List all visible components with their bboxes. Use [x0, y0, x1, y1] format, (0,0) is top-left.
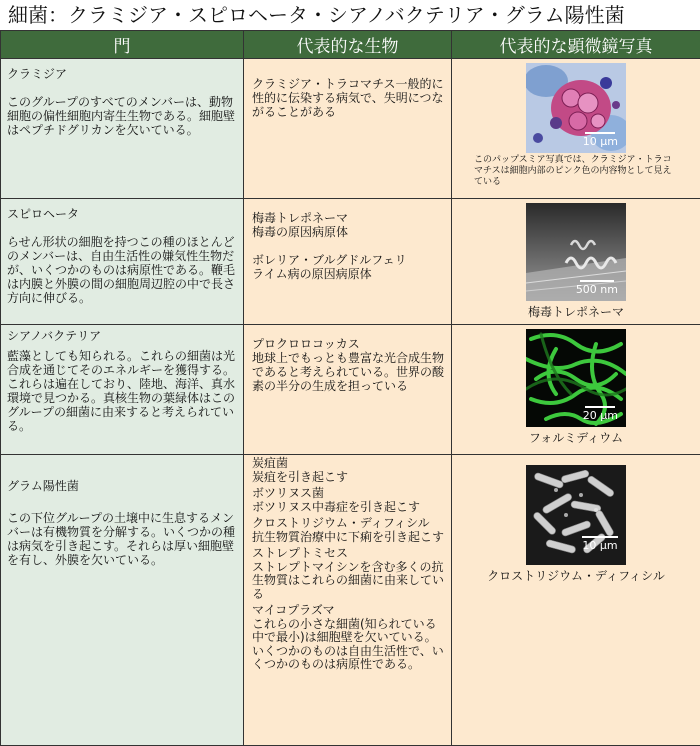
- organism-name: クロストリジウム・ディフィシル: [252, 517, 447, 531]
- organism-name: ボツリヌス菌: [252, 487, 447, 501]
- phylum-description: 藍藻としても知られる。これらの細菌は光合成を通じてそのエネルギーを獲得する。これらは遍在しており、陸地、海洋、真水環境で見つかる。真核生物の葉緑体はこのグループの細菌に由来すると考えられている。: [7, 349, 239, 433]
- organisms-cell: [244, 325, 452, 455]
- phylum-name: シアノバクテリア: [7, 329, 239, 343]
- micrograph-caption: 梅毒トレポネーマ: [456, 305, 696, 319]
- organism-note: ライム病の原因病原体: [252, 267, 447, 281]
- organism-name: ボレリア・ブルグドルフェリ: [252, 253, 447, 267]
- phylum-cell: [1, 59, 244, 199]
- organism-note: 炭疽を引き起こす: [252, 471, 447, 485]
- phylum-name: スピロヘータ: [7, 207, 239, 221]
- organism-note: 抗生物質治療中に下痢を引き起こす: [252, 531, 447, 545]
- organism-name: ストレプトミセス: [252, 547, 447, 561]
- scale-label: 20 μm: [583, 409, 618, 422]
- micrograph-cell: [452, 199, 700, 325]
- phylum-name: グラム陽性菌: [7, 479, 239, 493]
- organism-note: ボツリヌス中毒症を引き起こす: [252, 501, 447, 515]
- phylum-description: この下位グループの土壌中に生息するメンバーは有機物質を分解する。いくつかの種は病気を引き起こす。それらは厚い細胞壁を有し、外膜を欠いている。: [7, 511, 239, 567]
- table-row-spirochetes: [1, 199, 700, 325]
- organism-name: 炭疽菌: [252, 457, 447, 471]
- header-row: [1, 31, 700, 59]
- organism-name: マイコプラズマ: [252, 604, 447, 618]
- organism-note: これらの小さな細菌(知られている中で最小)は細胞壁を欠いている。いくつかのものは自由生活性で、いくつかのものは病原性である。: [252, 618, 447, 672]
- phylum-name: クラミジア: [7, 67, 239, 81]
- phylum-description: このグループのすべてのメンバーは、動物細胞の偏性細胞内寄生生物である。細胞壁はペプチドグリカンを欠いている。: [7, 95, 239, 137]
- scale-label: 10 μm: [583, 135, 618, 148]
- micrograph-image-c-difficile: [526, 465, 626, 565]
- phylum-cell: [1, 455, 244, 746]
- table-row-cyanobacteria: [1, 325, 700, 455]
- scale-label: 10 μm: [582, 539, 617, 552]
- table-row-chlamydia: [1, 59, 700, 199]
- micrograph-image-chlamydia: [526, 63, 626, 153]
- phylum-description: らせん形状の細胞を持つこの種のほとんどのメンバーは、自由生活性の嫌気性生物だが、いくつかのものは病原性である。鞭毛は内膜と外膜の間の細胞周辺腔の中で長さ方向に伸びる。: [7, 235, 239, 305]
- organism-name: 梅毒トレポネーマ: [252, 211, 447, 225]
- micrograph-image-phormidium: [526, 329, 626, 427]
- organism-note: 梅毒の原因病原体: [252, 225, 447, 239]
- micrograph-cell: [452, 325, 700, 455]
- scale-bar: [576, 280, 618, 297]
- table-row-gram-positive: [1, 455, 700, 746]
- scale-bar: [583, 132, 618, 149]
- phylum-cell: [1, 199, 244, 325]
- organisms-cell: [244, 455, 452, 746]
- scale-bar: [583, 406, 618, 423]
- header-organisms: 代表的な生物: [244, 31, 452, 59]
- micrograph-caption: クロストリジウム・ディフィシル: [456, 569, 696, 583]
- bacteria-table: [0, 30, 700, 746]
- micrograph-image-treponema: [526, 203, 626, 301]
- header-micrographs: 代表的な顕微鏡写真: [452, 31, 700, 59]
- organism-text: クラミジア・トラコマチス一般的に性的に伝染する病気で、失明につながることがある: [252, 77, 447, 119]
- page-title: 細菌：クラミジア・スピロヘータ・シアノバクテリア・グラム陽性菌: [0, 0, 700, 30]
- organism-name: プロクロロコッカス: [252, 337, 447, 351]
- micrograph-caption: このパップスミア写真では、クラミジア・トラコマチスは細胞内部のピンク色の内容物として見えている: [456, 155, 696, 188]
- organism-note: 地球上でもっとも豊富な光合成生物であると考えられている。世界の酸素の半分の生成を担っている: [252, 351, 447, 393]
- organism-note: ストレプトマイシンを含む多くの抗生物質はこれらの細菌に由来している: [252, 561, 447, 602]
- scale-label: 500 nm: [576, 283, 618, 296]
- micrograph-cell: [452, 455, 700, 746]
- micrograph-cell: [452, 59, 700, 199]
- micrograph-caption: フォルミディウム: [456, 431, 696, 445]
- header-phylum: 門: [1, 31, 244, 59]
- scale-bar: [582, 536, 618, 553]
- organisms-cell: [244, 59, 452, 199]
- organisms-cell: [244, 199, 452, 325]
- phylum-cell: [1, 325, 244, 455]
